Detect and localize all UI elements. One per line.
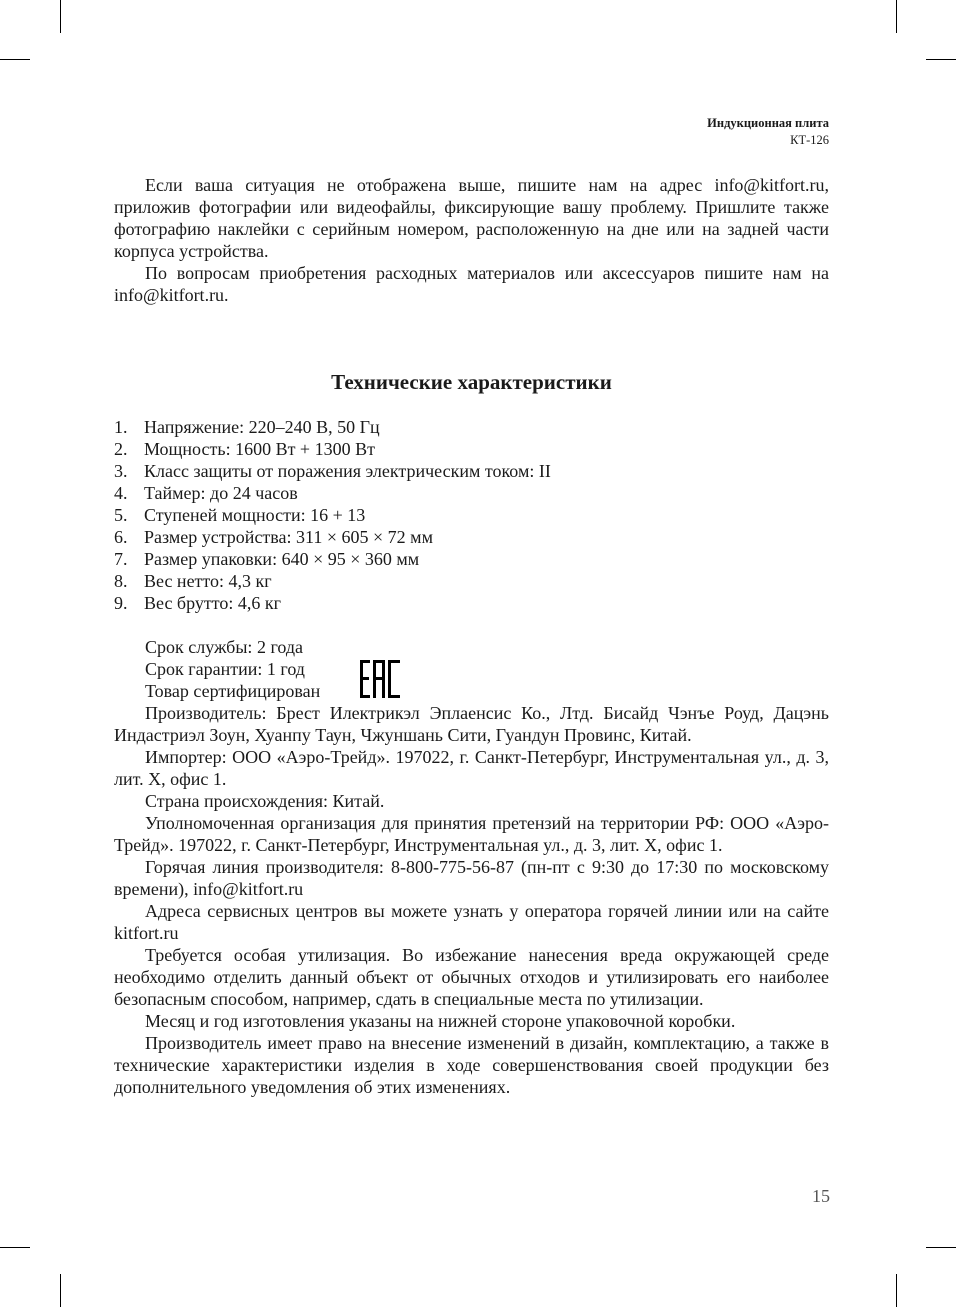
- list-text: Вес нетто: 4,3 кг: [144, 571, 272, 591]
- intro-paragraph: Если ваша ситуация не отображена выше, пишите нам на адрес info@kitfort.ru, приложив фотографии или видеофайлы, фиксирующие вашу проблему. Пришлите также фотографию наклейки с серийным номером, расположенную на дне или на задней части корпуса устройства.: [114, 175, 829, 261]
- list-text: Мощность: 1600 Вт + 1300 Вт: [144, 439, 375, 459]
- list-text: Вес брутто: 4,6 кг: [144, 593, 281, 613]
- list-text: Класс защиты от поражения электрическим током: II: [144, 461, 551, 481]
- list-text: Ступеней мощности: 16 + 13: [144, 505, 366, 525]
- crop-mark: [926, 1247, 956, 1248]
- list-text: Размер устройства: 311 × 605 × 72 мм: [144, 527, 433, 547]
- list-number: 8.: [114, 571, 128, 591]
- list-item: [114, 460, 829, 482]
- list-number: 1.: [114, 417, 128, 437]
- crop-mark: [60, 0, 61, 33]
- warranty: Срок гарантии: 1 год: [145, 659, 305, 679]
- list-item: [114, 438, 829, 460]
- list-item: [114, 592, 829, 614]
- claims-paragraph: Уполномоченная организация для принятия претензий на территории РФ: ООО «Аэро-Трейд». 197022, г. Санкт-Петербург, Инструментальная ул., д. 3, лит. Х, офис 1.: [114, 813, 829, 855]
- list-number: 5.: [114, 505, 128, 525]
- page-number: 15: [812, 1186, 830, 1206]
- list-text: Напряжение: 220–240 В, 50 Гц: [144, 417, 380, 437]
- crop-mark: [926, 59, 956, 60]
- list-item: [114, 526, 829, 548]
- list-item: [114, 548, 829, 570]
- list-number: 3.: [114, 461, 128, 481]
- specs-list: [114, 416, 829, 614]
- crop-mark: [60, 1274, 61, 1307]
- eac-mark-icon: [360, 660, 400, 698]
- changes-paragraph: Производитель имеет право на внесение изменений в дизайн, комплектацию, а также в технические характеристики изделия в ходе совершенствования своей продукции без дополнительного уведомления об этих изменениях.: [114, 1033, 829, 1097]
- crop-mark: [896, 0, 897, 33]
- list-item: [114, 416, 829, 438]
- list-item: [114, 482, 829, 504]
- list-text: Размер упаковки: 640 × 95 × 360 мм: [144, 549, 420, 569]
- header-model: КТ-126: [790, 133, 829, 147]
- info-section: [114, 702, 829, 1098]
- section-title: Технические характеристики: [331, 370, 612, 394]
- list-number: 4.: [114, 483, 128, 503]
- intro-section: [114, 174, 829, 306]
- list-number: 6.: [114, 527, 128, 547]
- list-item: [114, 570, 829, 592]
- list-item: [114, 504, 829, 526]
- disposal-paragraph: Требуется особая утилизация. Во избежание нанесения вреда окружающей среде необходимо отделить данный объект от обычных отходов и утилизировать его наиболее безопасным способом, например, сдать в специальные места по утилизации.: [114, 945, 829, 1009]
- list-number: 7.: [114, 549, 128, 569]
- list-number: 2.: [114, 439, 128, 459]
- origin-paragraph: Страна происхождения: Китай.: [145, 791, 385, 811]
- hotline-paragraph: Горячая линия производителя: 8-800-775-56-87 (пн-пт с 9:30 до 17:30 по московскому времени), info@kitfort.ru: [114, 857, 829, 899]
- certified: Товар сертифицирован: [145, 681, 321, 701]
- list-number: 9.: [114, 593, 128, 613]
- service-life: Срок службы: 2 года: [145, 637, 304, 657]
- header-title: Индукционная плита: [707, 116, 829, 130]
- importer-paragraph: Импортер: ООО «Аэро-Трейд». 197022, г. Санкт-Петербург, Инструментальная ул., д. 3, лит. Х, офис 1.: [114, 747, 829, 789]
- service-centers-paragraph: Адреса сервисных центров вы можете узнать у оператора горячей линии или на сайте kitfort.ru: [114, 901, 829, 943]
- list-text: Таймер: до 24 часов: [144, 483, 298, 503]
- running-header: [707, 115, 829, 149]
- intro-paragraph: По вопросам приобретения расходных материалов или аксессуаров пишите нам на info@kitfort.ru.: [114, 263, 829, 305]
- manufacture-date-paragraph: Месяц и год изготовления указаны на нижней стороне упаковочной коробки.: [145, 1011, 736, 1031]
- crop-mark: [0, 1247, 30, 1248]
- manufacturer-paragraph: Производитель: Брест Илектрикэл Эплаенсис Ко., Лтд. Бисайд Чэнъе Роуд, Дацэнь Индастриэл Зоун, Хуанпу Таун, Чжуншань Сити, Гуандун Провинс, Китай.: [114, 703, 829, 745]
- crop-mark: [0, 59, 30, 60]
- crop-mark: [896, 1274, 897, 1307]
